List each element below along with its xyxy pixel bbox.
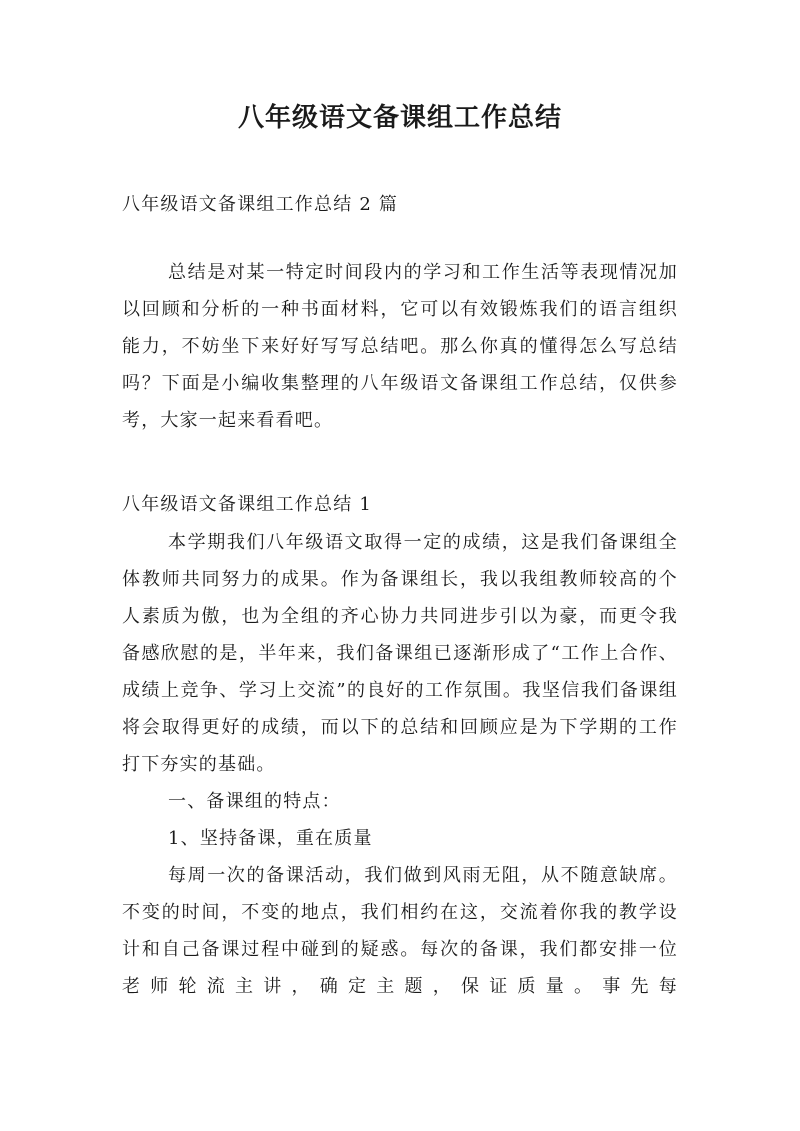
body-paragraph: 一、备课组的特点： — [168, 791, 341, 812]
body-paragraph: 每周一次的备课活动，我们做到风雨无阻，从不随意缺席。不变的时间，不变的地点，我们相约在这，交流着你我的教学设计和自己备课过程中碰到的疑惑。每次的备课，我们都安排一位老师轮流主讲，确定主题，保证质量。事先每 — [122, 865, 678, 997]
document-subtitle: 八年级语文备课组工作总结 2 篇 — [122, 194, 399, 215]
body-paragraph: 1、坚持备课，重在质量 — [168, 828, 373, 849]
document-title: 八年级语文备课组工作总结 — [237, 103, 562, 133]
body-text — [122, 524, 678, 1005]
body-paragraph: 本学期我们八年级语文取得一定的成绩，这是我们备课组全体教师共同努力的成果。作为备课组长，我以我组教师较高的个人素质为傲，也为全组的齐心协力共同进步引以为豪，而更令我备感欣慰的是，半年来，我们备课组已逐渐形成了“工作上合作、成绩上竞争、学习上交流”的良好的工作氛围。我坚信我们备课组将会取得更好的成绩，而以下的总结和回顾应是为下学期的工作打下夯实的基础。 — [122, 532, 678, 775]
section-heading: 八年级语文备课组工作总结 1 — [122, 494, 372, 515]
intro-paragraph: 总结是对某一特定时间段内的学习和工作生活等表现情况加以回顾和分析的一种书面材料，它可以有效锻炼我们的语言组织能力，不妨坐下来好好写写总结吧。那么你真的懂得怎么写总结吗？下面是小编收集整理的八年级语文备课组工作总结，仅供参考，大家一起来看看吧。 — [122, 262, 678, 431]
